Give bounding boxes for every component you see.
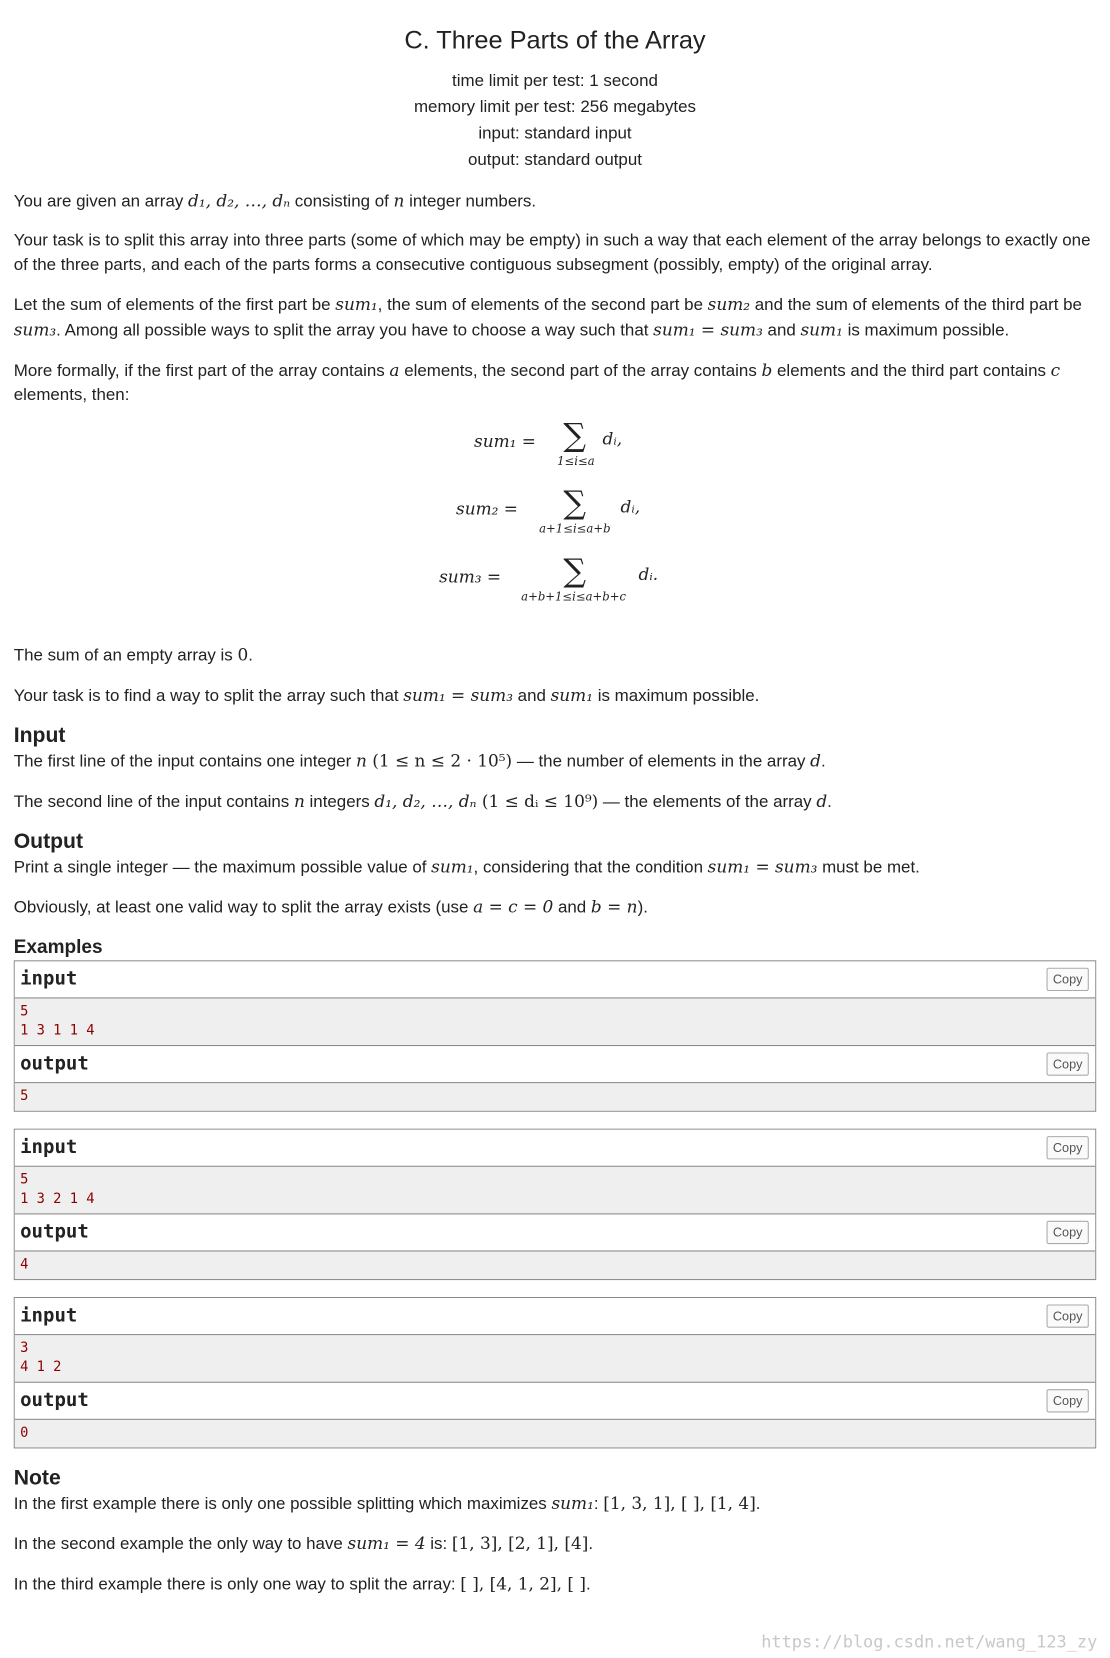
statement-paragraph-5: The sum of an empty array is 0. — [13, 644, 253, 665]
statement-paragraph-6: Your task is to find a way to split the array such that sum₁ = sum₃ and sum₁ is maximum possible. — [13, 685, 760, 706]
output-label: output — [20, 1220, 89, 1244]
sum-formulas — [14, 417, 1096, 630]
note-line-2: In the second example the only way to have sum₁ = 4 is: [1, 3], [2, 1], [4]. — [13, 1533, 594, 1554]
example-input-text: 5 1 3 2 1 4 — [15, 1167, 1095, 1214]
example-output-header — [15, 1382, 1095, 1420]
input-section-title: Input — [13, 724, 66, 748]
problem-header — [0, 0, 1110, 174]
output-label: output — [20, 1389, 89, 1412]
note-line-1: In the first example there is only one possible splitting which maximizes sum₁: [1, 3, 1], [ ], [1, 4]. — [13, 1492, 761, 1514]
example-output-header — [15, 1045, 1095, 1083]
copy-input-button[interactable]: Copy — [1047, 1304, 1089, 1327]
input-line-2: The second line of the input contains n integers d₁, d₂, …, dₙ (1 ≤ dᵢ ≤ 10⁹) — the elements of the array d. — [13, 790, 832, 812]
example-output-text: 0 — [15, 1420, 1095, 1448]
formula-sum3: sum₃ = ∑ a+b+1≤i≤a+b+c dᵢ. — [439, 552, 659, 604]
example-output-text: 5 — [15, 1083, 1095, 1111]
formula-sum2: sum₂ = ∑ a+1≤i≤a+b dᵢ, — [456, 484, 641, 536]
copy-output-button[interactable]: Copy — [1047, 1052, 1089, 1075]
example-output-text: 4 — [15, 1252, 1095, 1280]
input-label: input — [20, 1136, 78, 1159]
example-input-header — [15, 1130, 1095, 1167]
example-input-text: 5 1 3 1 1 4 — [15, 998, 1095, 1045]
copy-input-button[interactable]: Copy — [1047, 968, 1089, 991]
note-section-title: Note — [13, 1466, 61, 1490]
output-line-2: Obviously, at least one valid way to split the array exists (use a = c = 0 and b = n). — [13, 896, 648, 917]
statement-paragraph-4: More formally, if the first part of the array contains a elements, the second part of the array contains b elements and the third part contains c elements, then: — [13, 359, 1061, 405]
statement-paragraph-3: Let the sum of elements of the first part be sum₁, the sum of elements of the second part be sum₂ and the sum of elements of the third part be sum₃. Among all possible ways to split the array you have to choose a way such that sum₁ = sum₃ and sum₁ is maximum possible. — [13, 294, 1082, 340]
example-1 — [14, 960, 1096, 1111]
input-label: input — [20, 1304, 78, 1327]
copy-output-button[interactable]: Copy — [1047, 1221, 1089, 1244]
example-3 — [14, 1297, 1096, 1448]
input-line-1: The first line of the input contains one integer n (1 ≤ n ≤ 2 · 10⁵) — the number of elements in the array d. — [13, 750, 826, 771]
problem-statement — [14, 188, 1096, 1611]
statement-paragraph-1: You are given an array d₁, d₂, …, dₙ consisting of n integer numbers. — [13, 190, 537, 211]
watermark: https://blog.csdn.net/wang_123_zy — [761, 1631, 1098, 1652]
sigma-symbol: ∑ — [563, 417, 587, 455]
output-line-1: Print a single integer — the maximum possible value of sum₁, considering that the condition sum₁ = sum₃ must be met. — [13, 856, 920, 877]
example-2 — [14, 1129, 1096, 1280]
output-section-title: Output — [13, 830, 84, 854]
copy-output-button[interactable]: Copy — [1047, 1389, 1089, 1412]
output-label: output — [20, 1052, 89, 1075]
memory-limit: memory limit per test: 256 megabytes — [413, 98, 696, 117]
sigma-symbol: ∑ — [563, 484, 587, 522]
input-label: input — [20, 967, 78, 990]
example-output-header — [15, 1213, 1095, 1251]
note-line-3: In the third example there is only one way to split the array: [ ], [4, 1, 2], [ ]. — [13, 1573, 591, 1594]
time-limit: time limit per test: 1 second — [452, 71, 658, 90]
input-file: input: standard input — [478, 124, 632, 143]
problem-title: C. Three Parts of the Array — [404, 26, 706, 56]
example-input-text: 3 4 1 2 — [15, 1335, 1095, 1382]
example-input-header — [15, 961, 1095, 998]
formula-sum1: sum₁ = ∑ 1≤i≤a dᵢ, — [474, 417, 623, 468]
examples-title: Examples — [13, 935, 103, 958]
copy-input-button[interactable]: Copy — [1047, 1136, 1089, 1159]
sigma-symbol: ∑ — [563, 552, 587, 590]
statement-paragraph-2: Your task is to split this array into three parts (some of which may be empty) in such a way that each element of the array belongs to exactly one of the three parts, and each of the parts forms a consecutive contiguous subsegment (possibly, empty) of the original array. — [13, 231, 1091, 275]
output-file: output: standard output — [467, 151, 642, 170]
example-input-header — [15, 1298, 1095, 1335]
